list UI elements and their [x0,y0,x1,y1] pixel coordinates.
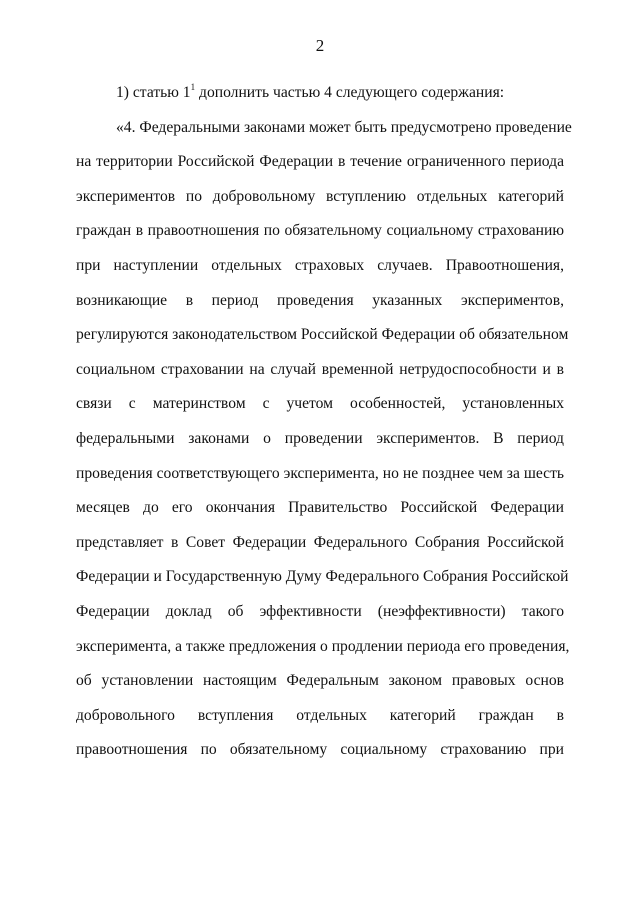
item-1-prefix: 1) статью 1 [116,84,191,101]
paragraph-line: федеральными законами о проведении экспериментов. В период [76,429,564,447]
item-1-superscript: 1 [190,82,196,92]
paragraph-line: «4. Федеральными законами может быть предусмотрено проведение [116,118,572,136]
paragraph-line: представляет в Совет Федерации Федерального Собрания Российской [76,533,564,551]
paragraph-line: при наступлении отдельных страховых случаев. Правоотношения, [76,256,564,274]
item-1-suffix: дополнить частью 4 следующего содержания: [195,84,505,101]
paragraph-line: эксперимента, а также предложения о продлении периода его проведения, [76,637,570,655]
paragraph-line: Федерации и Государственную Думу Федерального Собрания Российской [76,568,569,586]
paragraph-line: добровольного вступления отдельных категорий граждан в [76,706,564,724]
paragraph-line: возникающие в период проведения указанных экспериментов, [76,291,564,309]
paragraph-line: граждан в правоотношения по обязательному социальному страхованию [76,222,564,240]
paragraph-line: регулируются законодательством Российской Федерации об обязательном [76,326,569,344]
paragraph-line: связи с материнством с учетом особенностей, установленных [76,395,564,413]
paragraph-line: экспериментов по добровольному вступлению отдельных категорий [76,187,564,205]
page-number: 2 [315,36,325,55]
paragraph-line: Федерации доклад об эффективности (неэффективности) такого [76,602,564,620]
item-1-heading [76,76,564,111]
paragraph-line: месяцев до его окончания Правительство Российской Федерации [76,499,564,517]
paragraph-line: социальном страховании на случай временной нетрудоспособности и в [76,360,564,378]
document-body [76,76,572,768]
paragraph-line: проведения соответствующего эксперимента, но не позднее чем за шесть [76,464,564,482]
paragraph-line: об установлении настоящим Федеральным законом правовых основ [76,672,564,690]
paragraph-line: правоотношения по обязательному социальному страхованию при [76,741,564,759]
paragraph-line: на территории Российской Федерации в течение ограниченного периода [76,153,564,171]
